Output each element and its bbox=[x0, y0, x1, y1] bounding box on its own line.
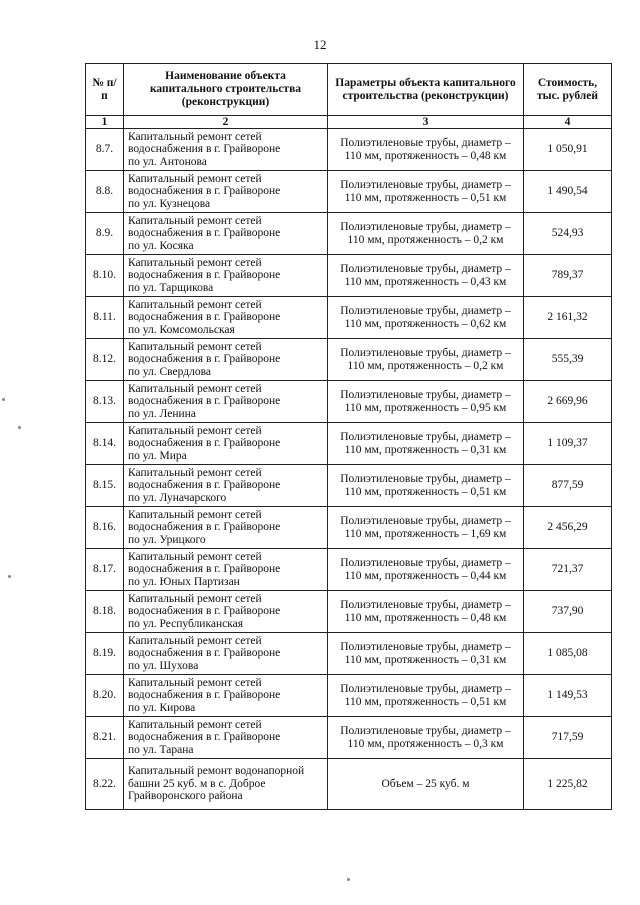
row-number: 8.18. bbox=[86, 591, 124, 633]
object-cost: 524,93 bbox=[524, 213, 612, 255]
object-cost: 555,39 bbox=[524, 339, 612, 381]
scan-speck bbox=[8, 575, 11, 578]
object-name-line: водоснабжения в г. Грайвороне bbox=[128, 353, 281, 366]
object-params-line: Полиэтиленовые трубы, диаметр – bbox=[340, 599, 511, 611]
object-params bbox=[328, 549, 524, 591]
table-row bbox=[86, 171, 612, 213]
table-row bbox=[86, 297, 612, 339]
column-number: 3 bbox=[328, 116, 524, 129]
object-name-line: водоснабжения в г. Грайвороне bbox=[128, 689, 281, 702]
object-params-line: 110 мм, протяженность – 0,44 км bbox=[344, 569, 507, 582]
object-name bbox=[124, 507, 328, 549]
object-name bbox=[124, 297, 328, 339]
capital-repair-table bbox=[85, 63, 612, 810]
object-params-line: Полиэтиленовые трубы, диаметр – bbox=[340, 263, 511, 275]
row-number: 8.21. bbox=[86, 717, 124, 759]
object-params bbox=[328, 759, 524, 810]
object-name-line: по ул. Комсомольская bbox=[128, 323, 235, 336]
row-number: 8.14. bbox=[86, 423, 124, 465]
object-name-line: по ул. Кирова bbox=[128, 701, 196, 714]
object-cost: 2 669,96 bbox=[524, 381, 612, 423]
object-name-line: водоснабжения в г. Грайвороне bbox=[128, 647, 281, 660]
object-params bbox=[328, 675, 524, 717]
header-cost: Стоимость, тыс. рублей bbox=[524, 64, 612, 116]
table-body bbox=[86, 129, 612, 810]
column-number: 2 bbox=[124, 116, 328, 129]
table-row bbox=[86, 381, 612, 423]
object-name-line: по ул. Свердлова bbox=[128, 365, 211, 378]
object-params bbox=[328, 507, 524, 549]
object-params-line: Полиэтиленовые трубы, диаметр – bbox=[340, 137, 511, 149]
object-name-line: водоснабжения в г. Грайвороне bbox=[128, 227, 281, 240]
object-name-line: Капитальный ремонт сетей bbox=[128, 508, 262, 521]
object-name bbox=[124, 171, 328, 213]
object-cost: 1 225,82 bbox=[524, 759, 612, 810]
object-cost: 721,37 bbox=[524, 549, 612, 591]
table-row bbox=[86, 675, 612, 717]
row-number: 8.15. bbox=[86, 465, 124, 507]
object-params bbox=[328, 465, 524, 507]
scan-speck bbox=[18, 426, 21, 429]
table-row bbox=[86, 549, 612, 591]
table-row bbox=[86, 423, 612, 465]
row-number: 8.20. bbox=[86, 675, 124, 717]
page-number: 12 bbox=[313, 37, 327, 52]
object-params-line: Объем – 25 куб. м bbox=[381, 777, 470, 790]
object-name bbox=[124, 549, 328, 591]
table-row bbox=[86, 591, 612, 633]
row-number: 8.13. bbox=[86, 381, 124, 423]
object-name-line: Капитальный ремонт сетей bbox=[128, 592, 262, 605]
column-number-row bbox=[86, 116, 612, 129]
object-name-line: Капитальный ремонт сетей bbox=[128, 382, 262, 395]
row-number: 8.19. bbox=[86, 633, 124, 675]
object-name-line: водоснабжения в г. Грайвороне bbox=[128, 185, 281, 198]
object-params-line: Полиэтиленовые трубы, диаметр – bbox=[340, 515, 511, 527]
object-params-line: 110 мм, протяженность – 0,3 км bbox=[347, 737, 504, 750]
object-name-line: Капитальный ремонт сетей bbox=[128, 718, 262, 731]
row-number: 8.17. bbox=[86, 549, 124, 591]
object-params-line: 110 мм, протяженность – 0,51 км bbox=[344, 695, 507, 708]
object-name bbox=[124, 465, 328, 507]
object-name-line: водоснабжения в г. Грайвороне bbox=[128, 521, 281, 534]
object-params bbox=[328, 339, 524, 381]
table-row bbox=[86, 633, 612, 675]
row-number: 8.12. bbox=[86, 339, 124, 381]
object-params-line: Полиэтиленовые трубы, диаметр – bbox=[340, 683, 511, 695]
object-name-line: Капитальный ремонт сетей bbox=[128, 256, 262, 269]
table-row bbox=[86, 507, 612, 549]
object-name-line: по ул. Тарщикова bbox=[128, 281, 214, 294]
object-name bbox=[124, 423, 328, 465]
table-row bbox=[86, 339, 612, 381]
object-params-line: 110 мм, протяженность – 0,62 км bbox=[344, 317, 507, 330]
object-name bbox=[124, 381, 328, 423]
object-params-line: 110 мм, протяженность – 0,48 км bbox=[344, 611, 507, 624]
object-name-line: Капитальный ремонт сетей bbox=[128, 634, 262, 647]
scan-speck bbox=[2, 398, 5, 401]
object-name-line: по ул. Урицкого bbox=[128, 533, 206, 546]
object-cost: 1 050,91 bbox=[524, 129, 612, 171]
object-name-line: Грайворонского района bbox=[128, 790, 243, 803]
object-name-line: водоснабжения в г. Грайвороне bbox=[128, 437, 281, 450]
table-row bbox=[86, 759, 612, 810]
object-name bbox=[124, 591, 328, 633]
object-params-line: 110 мм, протяженность – 0,2 км bbox=[347, 359, 504, 372]
object-params-line: 110 мм, протяженность – 1,69 км bbox=[344, 527, 507, 540]
object-params bbox=[328, 297, 524, 339]
object-name-line: по ул. Мира bbox=[128, 449, 187, 462]
object-name-line: водоснабжения в г. Грайвороне bbox=[128, 563, 281, 576]
object-name-line: по ул. Юных Партизан bbox=[128, 575, 240, 588]
object-name-line: Капитальный ремонт сетей bbox=[128, 424, 262, 437]
object-name-line: Капитальный ремонт сетей bbox=[128, 550, 262, 563]
object-params bbox=[328, 129, 524, 171]
object-params-line: Полиэтиленовые трубы, диаметр – bbox=[340, 557, 511, 569]
object-params-line: 110 мм, протяженность – 0,2 км bbox=[347, 233, 504, 246]
object-name-line: Капитальный ремонт сетей bbox=[128, 130, 262, 143]
row-number: 8.11. bbox=[86, 297, 124, 339]
object-params-line: 110 мм, протяженность – 0,43 км bbox=[344, 275, 507, 288]
object-cost: 1 109,37 bbox=[524, 423, 612, 465]
object-name bbox=[124, 633, 328, 675]
object-params bbox=[328, 213, 524, 255]
object-name-line: Капитальный ремонт водонапорной bbox=[128, 765, 305, 778]
object-cost: 1 149,53 bbox=[524, 675, 612, 717]
object-name-line: по ул. Шухова bbox=[128, 659, 199, 672]
object-params-line: Полиэтиленовые трубы, диаметр – bbox=[340, 347, 511, 359]
object-params bbox=[328, 255, 524, 297]
object-params-line: 110 мм, протяженность – 0,31 км bbox=[344, 443, 507, 456]
object-name bbox=[124, 759, 328, 810]
object-params-line: Полиэтиленовые трубы, диаметр – bbox=[340, 473, 511, 485]
object-params-line: Полиэтиленовые трубы, диаметр – bbox=[340, 641, 511, 653]
object-cost: 2 456,29 bbox=[524, 507, 612, 549]
object-name-line: по ул. Луначарского bbox=[128, 491, 227, 504]
object-params bbox=[328, 633, 524, 675]
header-name: Наименование объекта капитального строительства (реконструкции) bbox=[124, 64, 328, 116]
row-number: 8.10. bbox=[86, 255, 124, 297]
object-params-line: Полиэтиленовые трубы, диаметр – bbox=[340, 725, 511, 737]
object-name-line: водоснабжения в г. Грайвороне bbox=[128, 605, 281, 618]
object-params-line: 110 мм, протяженность – 0,95 км bbox=[344, 401, 507, 414]
table-row bbox=[86, 255, 612, 297]
object-cost: 737,90 bbox=[524, 591, 612, 633]
object-cost: 1 085,08 bbox=[524, 633, 612, 675]
object-name-line: Капитальный ремонт сетей bbox=[128, 676, 262, 689]
table-header-row bbox=[86, 64, 612, 116]
object-name bbox=[124, 129, 328, 171]
object-cost: 1 490,54 bbox=[524, 171, 612, 213]
object-params bbox=[328, 717, 524, 759]
object-name bbox=[124, 255, 328, 297]
object-cost: 877,59 bbox=[524, 465, 612, 507]
object-name-line: водоснабжения в г. Грайвороне bbox=[128, 731, 281, 744]
object-name-line: по ул. Кузнецова bbox=[128, 197, 211, 210]
column-number: 4 bbox=[524, 116, 612, 129]
object-name-line: по ул. Тарана bbox=[128, 743, 194, 756]
object-name-line: по ул. Ленина bbox=[128, 407, 196, 420]
column-number: 1 bbox=[86, 116, 124, 129]
object-params bbox=[328, 381, 524, 423]
object-name bbox=[124, 717, 328, 759]
object-name-line: водоснабжения в г. Грайвороне bbox=[128, 269, 281, 282]
object-cost: 2 161,32 bbox=[524, 297, 612, 339]
object-params-line: Полиэтиленовые трубы, диаметр – bbox=[340, 221, 511, 233]
object-params-line: 110 мм, протяженность – 0,31 км bbox=[344, 653, 507, 666]
object-params-line: 110 мм, протяженность – 0,51 км bbox=[344, 485, 507, 498]
row-number: 8.9. bbox=[86, 213, 124, 255]
header-params: Параметры объекта капитального строительства (реконструкции) bbox=[328, 64, 524, 116]
object-cost: 789,37 bbox=[524, 255, 612, 297]
object-name-line: водоснабжения в г. Грайвороне bbox=[128, 143, 281, 156]
scan-speck bbox=[347, 878, 350, 881]
object-params-line: Полиэтиленовые трубы, диаметр – bbox=[340, 305, 511, 317]
table-row bbox=[86, 717, 612, 759]
object-name-line: по ул. Антонова bbox=[128, 155, 207, 168]
row-number: 8.7. bbox=[86, 129, 124, 171]
object-params bbox=[328, 423, 524, 465]
object-cost: 717,59 bbox=[524, 717, 612, 759]
object-name bbox=[124, 339, 328, 381]
object-name-line: Капитальный ремонт сетей bbox=[128, 172, 262, 185]
object-name-line: водоснабжения в г. Грайвороне bbox=[128, 395, 281, 408]
row-number: 8.8. bbox=[86, 171, 124, 213]
object-name-line: водоснабжения в г. Грайвороне bbox=[128, 311, 281, 324]
object-name bbox=[124, 213, 328, 255]
header-num: № п/п bbox=[86, 64, 124, 116]
object-params-line: Полиэтиленовые трубы, диаметр – bbox=[340, 389, 511, 401]
table-row bbox=[86, 465, 612, 507]
object-params-line: 110 мм, протяженность – 0,51 км bbox=[344, 191, 507, 204]
object-params bbox=[328, 591, 524, 633]
object-name-line: Капитальный ремонт сетей bbox=[128, 340, 262, 353]
row-number: 8.16. bbox=[86, 507, 124, 549]
object-name-line: по ул. Республиканская bbox=[128, 617, 244, 630]
object-name bbox=[124, 675, 328, 717]
object-name-line: Капитальный ремонт сетей bbox=[128, 298, 262, 311]
object-name-line: по ул. Косяка bbox=[128, 239, 194, 252]
object-name-line: водоснабжения в г. Грайвороне bbox=[128, 479, 281, 492]
object-name-line: Капитальный ремонт сетей bbox=[128, 466, 262, 479]
object-name-line: Капитальный ремонт сетей bbox=[128, 214, 262, 227]
object-name-line: башни 25 куб. м в с. Доброе bbox=[128, 777, 266, 790]
object-params-line: 110 мм, протяженность – 0,48 км bbox=[344, 149, 507, 162]
object-params bbox=[328, 171, 524, 213]
object-params-line: Полиэтиленовые трубы, диаметр – bbox=[340, 179, 511, 191]
table-row bbox=[86, 213, 612, 255]
object-params-line: Полиэтиленовые трубы, диаметр – bbox=[340, 431, 511, 443]
row-number: 8.22. bbox=[86, 759, 124, 810]
table-row bbox=[86, 129, 612, 171]
